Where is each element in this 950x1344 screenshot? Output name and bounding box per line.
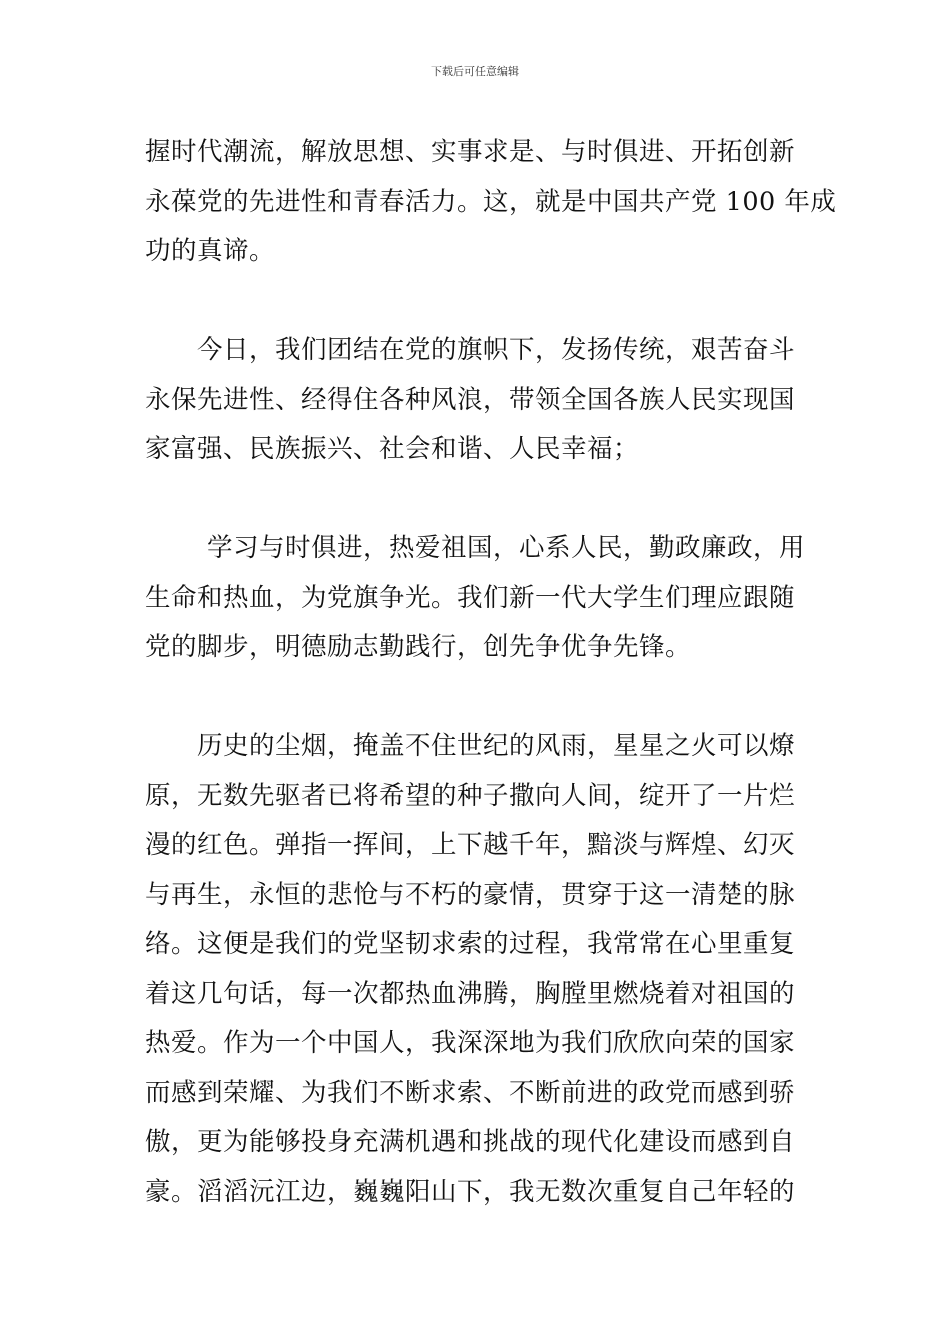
text-line: 而感到荣耀、为我们不断求索、不断前进的政党而感到骄 <box>145 1077 796 1108</box>
text-line: 傲，更为能够投身充满机遇和挑战的现代化建设而感到自 <box>145 1127 796 1157</box>
text-line: 生命和热血，为党旗争光。我们新一代大学生们理应跟随 <box>145 582 796 613</box>
paragraph-spacer <box>145 277 810 327</box>
text-line: 握时代潮流，解放思想、实事求是、与时俱进、开拓创新 <box>145 137 796 167</box>
text-line: 络。这便是我们的党坚韧求索的过程，我常常在心里重复 <box>145 929 796 959</box>
text-line: 热爱。作为一个中国人，我深深地为我们欣欣向荣的国家 <box>145 1028 796 1058</box>
text-line: 党的脚步，明德励志勤践行，创先争优争先锋。 <box>145 632 692 662</box>
text-line: 永保先进性、经得住各种风浪，带领全国各族人民实现国 <box>145 384 796 415</box>
text-line: 豪。滔滔沅江边，巍巍阳山下，我无数次重复自己年轻的 <box>145 1176 796 1207</box>
text-line: 历史的尘烟，掩盖不住世纪的风雨，星星之火可以燎 <box>197 731 796 761</box>
text-line: 漫的红色。弹指一挥间，上下越千年，黯淡与辉煌、幻灭 <box>145 830 796 860</box>
text-line: 着这几句话，每一次都热血沸腾，胸膛里燃烧着对祖国的 <box>145 978 796 1009</box>
paragraph-spacer <box>145 475 810 525</box>
text-line: 永葆党的先进性和青春活力。这，就是中国共产党 100 年成 <box>145 186 837 217</box>
paragraph <box>145 524 810 673</box>
text-line: 原，无数先驱者已将希望的种子撒向人间，绽开了一片烂 <box>145 780 796 811</box>
document-body <box>145 128 837 1217</box>
text-line: 学习与时俱进，热爱祖国，心系人民，勤政廉政，用 <box>207 533 806 563</box>
text-line: 今日，我们团结在党的旗帜下，发扬传统，艰苦奋斗 <box>197 335 796 365</box>
paragraph <box>145 722 810 1217</box>
paragraph <box>145 128 837 277</box>
text-line: 功的真谛。 <box>145 236 276 266</box>
paragraph <box>145 326 810 475</box>
page-header: 下载后可任意编辑 <box>431 65 519 78</box>
paragraph-spacer <box>145 673 810 723</box>
text-line: 与再生，永恒的悲怆与不朽的豪情，贯穿于这一清楚的脉 <box>145 879 796 910</box>
text-line: 家富强、民族振兴、社会和谐、人民幸福； <box>145 434 640 464</box>
